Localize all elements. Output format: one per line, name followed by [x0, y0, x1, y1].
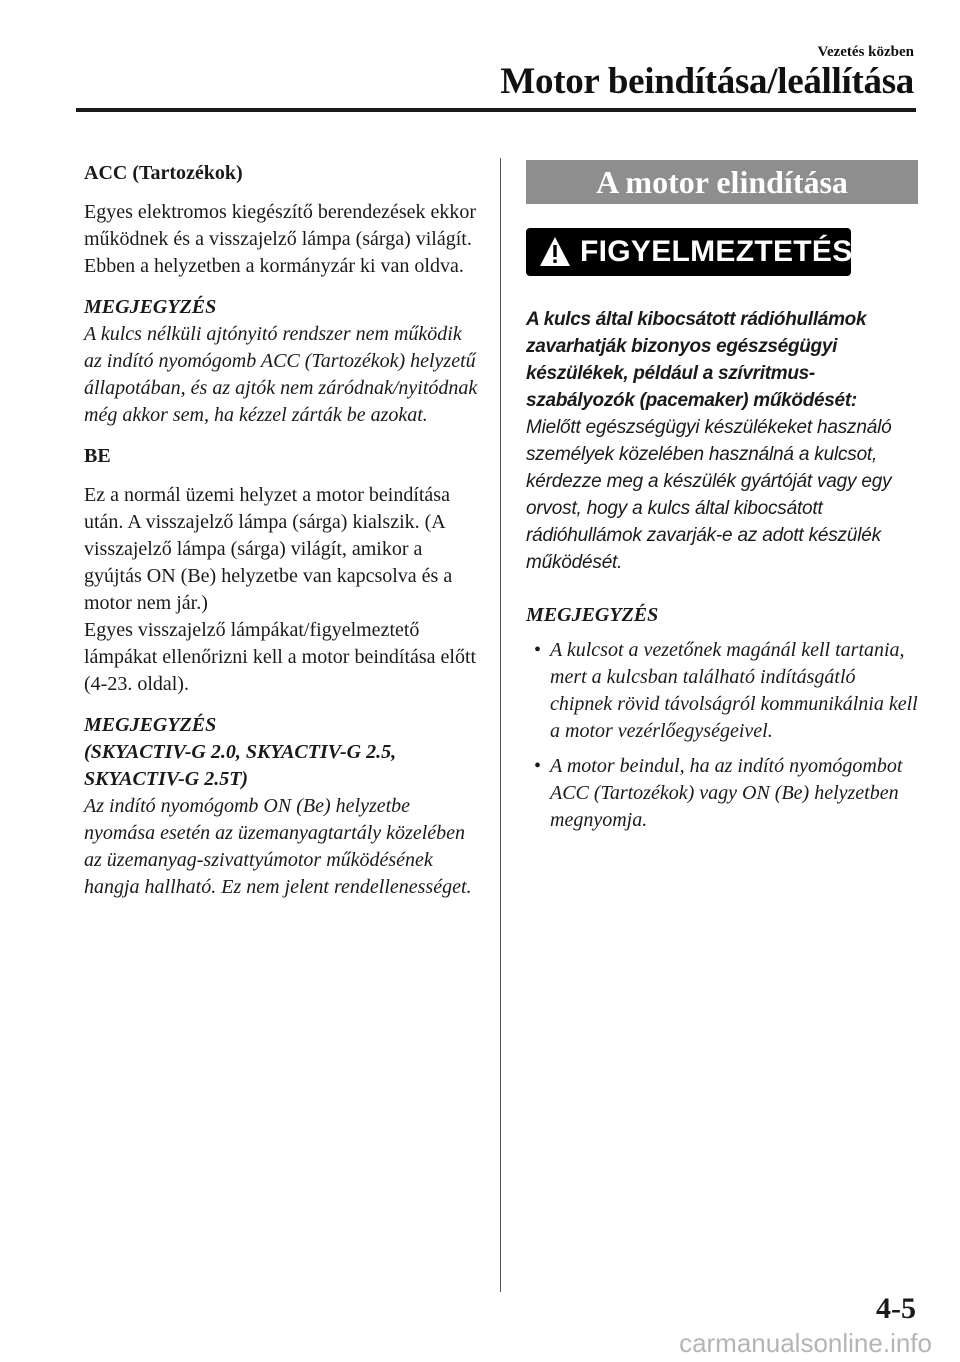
- note-skyactiv-body: Az indító nyomógomb ON (Be) helyzetbe nyomása esetén az üzemanyagtartály közelében az üzemanyag-szivattyúmotor működésének hangja hallható. Ez nem jelent rendellenességet.: [84, 795, 472, 898]
- bullet-icon: •: [534, 755, 542, 777]
- column-divider: [500, 158, 501, 1292]
- warning-triangle-icon: [538, 235, 572, 269]
- list-item-text: A kulcsot a vezetőnek magánál kell tartania, mert a kulcsban található indításgátló chipnek rövid távolságról kommunikálnia kell a motor vezérlőegységeivel.: [550, 639, 918, 742]
- running-header-title: Motor beindítása/leállítása: [500, 61, 914, 102]
- right-column: [526, 160, 918, 834]
- watermark: carmanualsonline.info: [679, 1328, 932, 1358]
- warning-bold-text: A kulcs által kibocsátott rádióhullámok zavarhatják bizonyos egészségügyi készülékek, például a szívritmus-szabályozók (pacemaker) működését:: [526, 309, 867, 411]
- note-block: [526, 602, 918, 834]
- note-skyactiv-title: MEGJEGYZÉS (SKYACTIV-G 2.0, SKYACTIV-G 2.5, SKYACTIV-G 2.5T): [84, 714, 397, 790]
- page-number: 4-5: [876, 1292, 916, 1325]
- be-heading: BE: [84, 445, 111, 467]
- left-column: [84, 160, 479, 915]
- bullet-icon: •: [534, 639, 542, 661]
- running-header-subtitle: Vezetés közben: [817, 44, 914, 60]
- header-rule: [76, 108, 916, 112]
- warning-body: [526, 306, 918, 576]
- note-title-right: MEGJEGYZÉS: [526, 604, 659, 626]
- note-body: A kulcs nélküli ajtónyitó rendszer nem működik az indító nyomógomb ACC (Tartozékok) helyzetű állapotában, és az ajtók nem záródnak/nyitódnak még akkor sem, ha kézzel zárták be azokat.: [84, 323, 478, 426]
- acc-heading: ACC (Tartozékok): [84, 162, 243, 184]
- warning-label-box: [526, 228, 851, 276]
- acc-paragraph: Egyes elektromos kiegészítő berendezések ekkor működnek és a visszajelző lámpa (sárga) világít. Ebben a helyzetben a kormányzár ki van oldva.: [84, 201, 477, 277]
- list-item: [526, 753, 918, 834]
- warning-text: Mielőtt egészségügyi készülékeket használó személyek közelében használná a kulcsot, kérdezze meg a készülék gyártóját vagy egy orvost, hogy a kulcs által kibocsátott rádióhullámok zavarják-e az adott készülék működését.: [526, 417, 892, 573]
- list-item: [526, 637, 918, 745]
- note-title: MEGJEGYZÉS: [84, 296, 217, 318]
- warning-label-text: FIGYELMEZTETÉS: [580, 235, 853, 268]
- section-title-banner: A motor elindítása: [526, 160, 918, 204]
- be-paragraph: Ez a normál üzemi helyzet a motor beindítása után. A visszajelző lámpa (sárga) kialszik. (A visszajelző lámpa (sárga) világít, amikor a gyújtás ON (Be) helyzetbe van kapcsolva és a motor nem jár.) Egyes visszajelző lámpákat/figyelmeztető lámpákat ellenőrizni kell a motor beindítása előtt (4-23. oldal).: [84, 484, 477, 695]
- list-item-text: A motor beindul, ha az indító nyomógombot ACC (Tartozékok) vagy ON (Be) helyzetben megnyomja.: [550, 755, 903, 831]
